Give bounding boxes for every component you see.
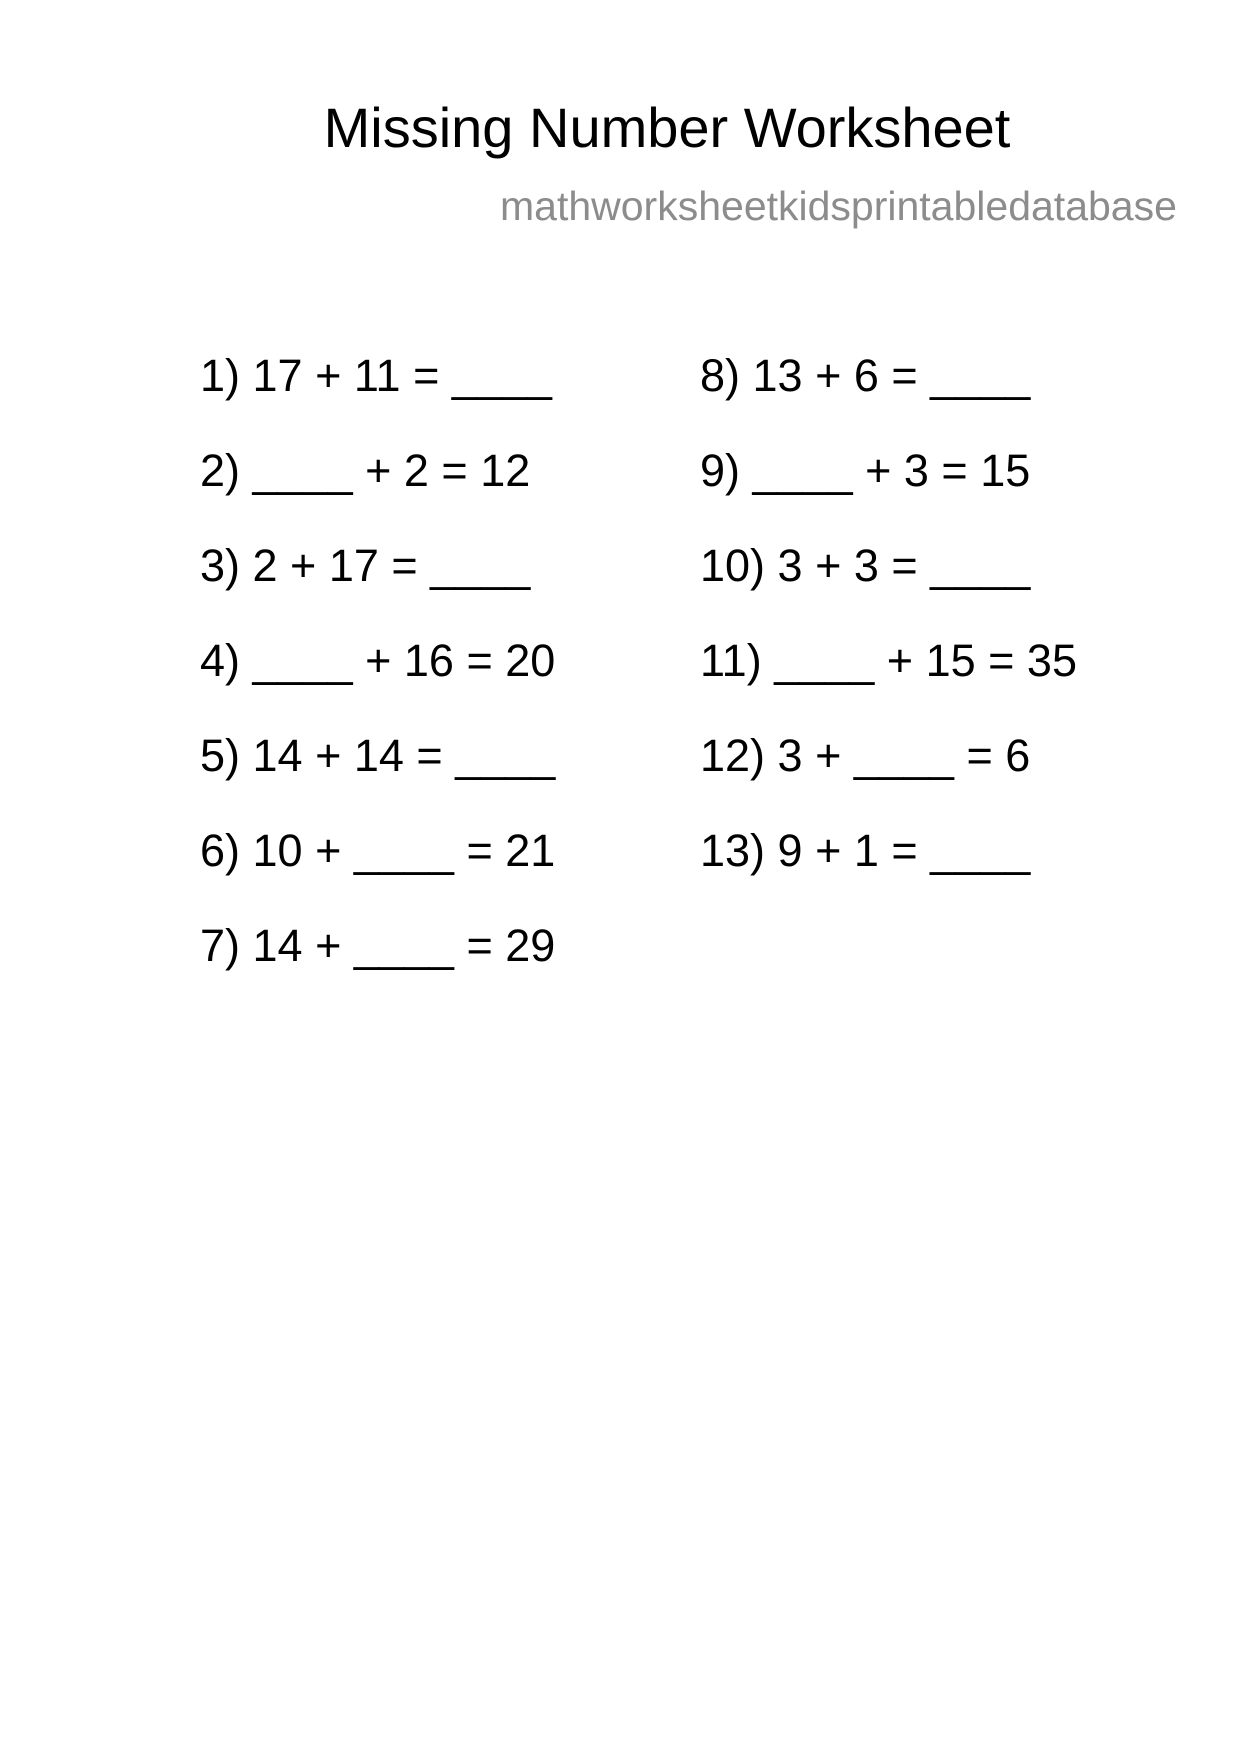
problem-column-right: [700, 348, 1077, 918]
problem-1: 1) 17 + 11 = ____: [200, 350, 552, 401]
problem-12: 12) 3 + ____ = 6: [700, 730, 1031, 781]
page-title: Missing Number Worksheet: [323, 96, 1011, 159]
problem-8: 8) 13 + 6 = ____: [700, 350, 1031, 401]
problem-3: 3) 2 + 17 = ____: [200, 540, 531, 591]
problem-column-left: [200, 348, 555, 1013]
problem-2: 2) ____ + 2 = 12: [200, 445, 531, 496]
source-watermark: mathworksheetkidsprintabledatabase: [500, 183, 1177, 229]
problem-10: 10) 3 + 3 = ____: [700, 540, 1031, 591]
problem-5: 5) 14 + 14 = ____: [200, 730, 556, 781]
problem-6: 6) 10 + ____ = 21: [200, 825, 556, 876]
problem-7: 7) 14 + ____ = 29: [200, 920, 556, 971]
problem-9: 9) ____ + 3 = 15: [700, 445, 1031, 496]
problem-13: 13) 9 + 1 = ____: [700, 825, 1031, 876]
problem-11: 11) ____ + 15 = 35: [700, 635, 1077, 686]
problem-4: 4) ____ + 16 = 20: [200, 635, 556, 686]
